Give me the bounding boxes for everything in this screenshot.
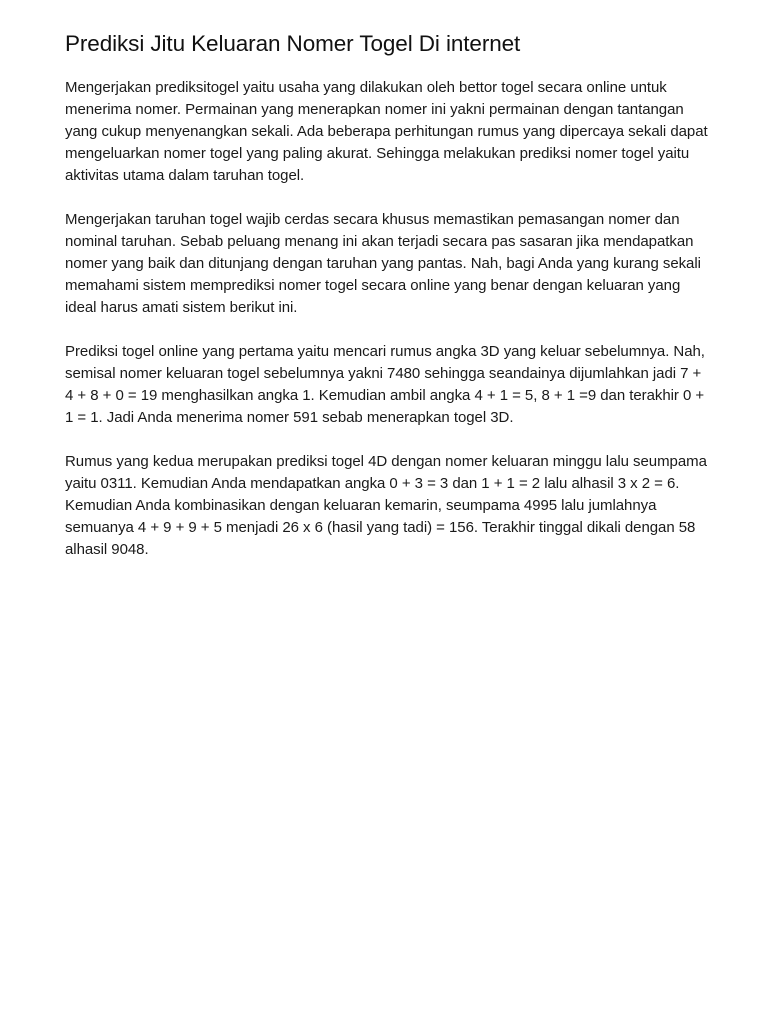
paragraph: Prediksi togel online yang pertama yaitu mencari rumus angka 3D yang keluar sebelumnya. Nah, semisal nomer keluaran togel sebelumnya yakni 7480 sehingga seandainya dijumlahkan jadi 7 + 4 + 8 + 0 = 19 menghasilkan angka 1. Kemudian ambil angka 4 + 1 = 5, 8 + 1 =9 dan terakhir 0 + 1 = 1. Jadi Anda menerima nomer 591 sebab menerapkan togel 3D. — [65, 343, 705, 426]
document-page — [65, 30, 713, 583]
page-title: Prediksi Jitu Keluaran Nomer Togel Di internet — [65, 31, 521, 56]
paragraph: Mengerjakan taruhan togel wajib cerdas secara khusus memastikan pemasangan nomer dan nominal taruhan. Sebab peluang menang ini akan terjadi secara pas sasaran jika mendapatkan nomer yang baik dan ditunjang dengan taruhan yang pantas. Nah, bagi Anda yang kurang sekali memahami sistem memprediksi nomer togel secara online yang benar dengan keluaran yang ideal harus amati sistem berikut ini. — [65, 211, 701, 316]
paragraph: Rumus yang kedua merupakan prediksi togel 4D dengan nomer keluaran minggu lalu seumpama yaitu 0311. Kemudian Anda mendapatkan angka 0 + 3 = 3 dan 1 + 1 = 2 lalu alhasil 3 x 2 = 6. Kemudian Anda kombinasikan dengan keluaran kemarin, seumpama 4995 lalu jumlahnya semuanya 4 + 9 + 9 + 5 menjadi 26 x 6 (hasil yang tadi) = 156. Terakhir tinggal dikali dengan 58 alhasil 9048. — [65, 453, 707, 558]
paragraph: Mengerjakan prediksitogel yaitu usaha yang dilakukan oleh bettor togel secara online untuk menerima nomer. Permainan yang menerapkan nomer ini yakni permainan dengan tantangan yang cukup menyenangkan sekali. Ada beberapa perhitungan rumus yang dipercaya sekali dapat mengeluarkan nomer togel yang paling akurat. Sehingga melakukan prediksi nomer togel yaitu aktivitas utama dalam taruhan togel. — [65, 79, 708, 184]
